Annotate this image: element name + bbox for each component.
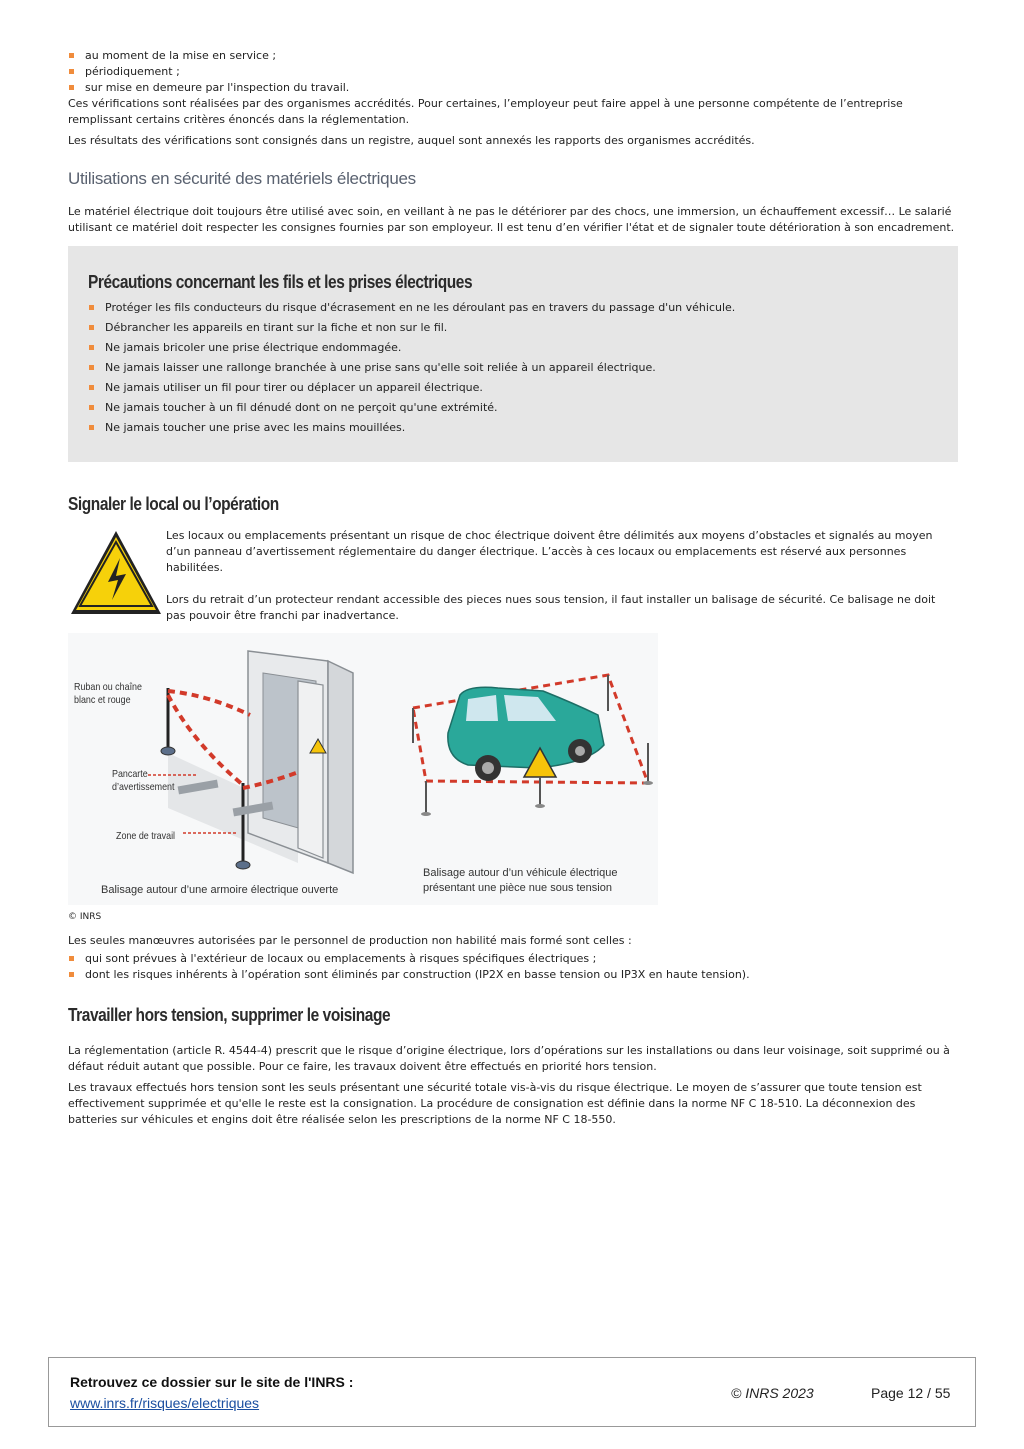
list-item: Débrancher les appareils en tirant sur la fiche et non sur le fil.	[88, 320, 938, 336]
list-item: Ne jamais utiliser un fil pour tirer ou déplacer un appareil électrique.	[88, 380, 938, 396]
allowed-operations-list	[68, 951, 958, 983]
precautions-box	[68, 246, 958, 462]
list-item: dont les risques inhérents à l’opération sont éliminés par construction (IP2X en basse tension ou IP3X en haute tension).	[68, 967, 958, 983]
list-item: Ne jamais toucher à un fil dénudé dont on ne perçoit qu'une extrémité.	[88, 400, 938, 416]
paragraph: Les locaux ou emplacements présentant un risque de choc électrique doivent être délimités aux moyens d’obstacles et signalés au moyen d’un panneau d’avertissement réglementaire du danger électrique. L’accès à ces locaux ou emplacements est réservé aux personnes habilitées.	[166, 529, 933, 574]
intro-list	[68, 48, 958, 96]
label-zone: Zone de travail	[116, 830, 176, 842]
paragraph: La réglementation (article R. 4544-4) prescrit que le risque d’origine électrique, lors d’opérations sur les installations ou dans leur voisinage, soit supprimé ou à défaut réduit autant que possible. Pour ce faire, les travaux doivent être effectués en priorité hors tension.	[68, 1044, 950, 1073]
precautions-list	[88, 300, 938, 436]
list-item: Ne jamais toucher une prise avec les mains mouillées.	[88, 420, 938, 436]
list-item: Ne jamais laisser une rallonge branchée à une prise sans qu'elle soit reliée à un appareil électrique.	[88, 360, 938, 376]
caption-left: Balisage autour d’une armoire électrique ouverte	[101, 884, 339, 896]
list-item: qui sont prévues à l'extérieur de locaux ou emplacements à risques spécifiques électriques ;	[68, 951, 958, 967]
label-ruban: Ruban ou chaîne blanc et rouge	[74, 681, 142, 706]
paragraph: Le matériel électrique doit toujours être utilisé avec soin, en veillant à ne pas le détériorer par des chocs, une immersion, un échauffement excessif… Le salarié utilisant ce matériel doit respecter les consignes fournies par son employeur. Il est tenu d’en vérifier l'état et de signaler toute détérioration à son encadrement.	[68, 205, 955, 234]
list-item: Ne jamais bricoler une prise électrique endommagée.	[88, 340, 938, 356]
section-title: Signaler le local ou l’opération	[68, 494, 279, 514]
caption-right: Balisage autour d’un véhicule électrique présentant une pièce nue sous tension	[423, 867, 618, 894]
warning-block	[68, 528, 958, 629]
list-item: sur mise en demeure par l'inspection du travail.	[68, 80, 958, 96]
page-content	[68, 48, 958, 1133]
list-item: Protéger les fils conducteurs du risque d'écrasement en ne les déroulant pas en travers du passage d'un véhicule.	[88, 300, 938, 316]
box-title: Précautions concernant les fils et les prises électriques	[88, 272, 473, 292]
list-item: périodiquement ;	[68, 64, 958, 80]
label-pancarte: Pancarte d’avertissement	[112, 768, 175, 793]
section-title: Travailler hors tension, supprimer le voisinage	[68, 1005, 391, 1025]
image-credit: © INRS	[68, 912, 102, 922]
footer-title: Retrouvez ce dossier sur le site de l'INRS :	[70, 1374, 354, 1390]
electric-hazard-sign-icon	[68, 528, 164, 618]
page-footer	[48, 1357, 976, 1427]
paragraph: Ces vérifications sont réalisées par des organismes accrédités. Pour certaines, l’employeur peut faire appel à une personne compétente de l’entreprise remplissant certains critères énoncés dans la réglementation.	[68, 97, 903, 126]
list-item: au moment de la mise en service ;	[68, 48, 958, 64]
page-number: Page 12 / 55	[871, 1385, 951, 1401]
paragraph: Les seules manœuvres autorisées par le personnel de production non habilité mais formé sont celles :	[68, 934, 632, 947]
balisage-figure	[68, 633, 658, 905]
paragraph: Lors du retrait d’un protecteur rendant accessible des pieces nues sous tension, il faut installer un balisage de sécurité. Ce balisage ne doit pas pouvoir être franchi par inadvertance.	[166, 593, 936, 622]
footer-link[interactable]: www.inrs.fr/risques/electriques	[70, 1395, 260, 1411]
footer-copyright: © INRS 2023	[731, 1385, 814, 1401]
section-title: Utilisations en sécurité des matériels électriques	[68, 169, 416, 188]
paragraph: Les résultats des vérifications sont consignés dans un registre, auquel sont annexés les rapports des organismes accrédités.	[68, 134, 755, 147]
paragraph: Les travaux effectués hors tension sont les seuls présentant une sécurité totale vis-à-vis du risque électrique. Le moyen de s’assurer que toute tension est effectivement supprimée et qu'elle le reste est la consignation. La procédure de consignation est définie dans la norme NF C 18-510. La déconnexion des batteries sur véhicules et engins doit être réalisée selon les prescriptions de la norme NF C 18-550.	[68, 1081, 922, 1126]
